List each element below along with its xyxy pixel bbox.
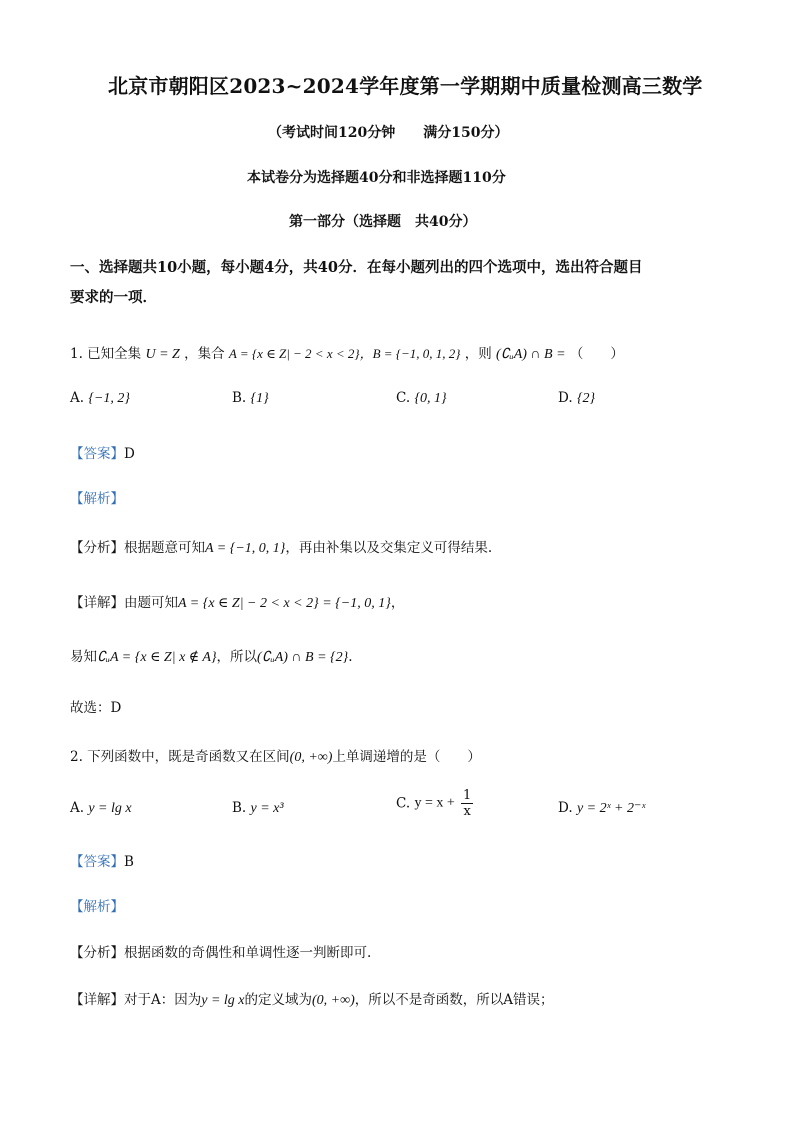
- fenxi-tag: 【分析】: [70, 540, 124, 556]
- detail-mid: 的定义域为: [244, 992, 313, 1008]
- detail-math-1: y = lg x: [201, 993, 245, 1008]
- page-title: 北京市朝阳区2023~2024学年度第一学期期中质量检测高三数学: [108, 74, 703, 98]
- option-text: {2}: [576, 391, 596, 406]
- fraction-numerator: 1: [463, 788, 472, 803]
- section-instruction-line1: 一、选择题共10小题，每小题4分，共40分．在每小题列出的四个选项中，选出符合题目: [70, 259, 643, 276]
- option-text: y = x +: [414, 795, 455, 811]
- q2-fenxi: [70, 941, 371, 961]
- q1-option-a: [70, 390, 130, 407]
- q1-easy: [70, 645, 353, 666]
- option-letter: D.: [558, 390, 573, 406]
- q1-option-c: [396, 390, 447, 407]
- option-text: {0, 1}: [414, 391, 447, 406]
- option-text: {1}: [250, 391, 269, 406]
- easy-math-1: ∁ᵤA = {x ∈ Z| x ∉ A}: [97, 650, 217, 665]
- option-letter: A.: [70, 390, 85, 406]
- q1-sets: A = {x ∈ Z| − 2 < x < 2}，B = {−1, 0, 1, 2}: [228, 346, 461, 361]
- option-text: y = lg x: [88, 801, 132, 816]
- detail-tag: 【详解】: [70, 595, 124, 611]
- q1-expr: (∁ᵤA) ∩ B =: [496, 347, 566, 362]
- detail-pre: 由题可知: [124, 595, 178, 611]
- option-letter: D.: [558, 800, 573, 816]
- q1-set-word: ，集合: [184, 346, 225, 362]
- detail-post: ，所以不是奇函数，所以A错误；: [354, 992, 554, 1008]
- q2-suffix: 上单调递增的是（ ）: [332, 749, 481, 765]
- easy-post: .: [348, 649, 353, 665]
- option-letter: B.: [232, 800, 247, 816]
- fenxi-post: ，再由补集以及交集定义可得结果.: [285, 540, 493, 556]
- detail-math-2: (0, +∞): [312, 993, 355, 1008]
- detail-tag: 【详解】: [70, 992, 124, 1008]
- easy-mid: ，所以: [216, 649, 258, 665]
- option-letter: C.: [396, 390, 411, 406]
- fenxi-math: A = {−1, 0, 1}: [205, 541, 286, 556]
- q2-option-d: [558, 800, 645, 817]
- fraction-denominator: x: [463, 804, 471, 819]
- q1-fenxi: [70, 536, 492, 557]
- answer-value: D: [124, 446, 135, 462]
- part-one-heading: 第一部分（选择题 共40分）: [289, 214, 477, 230]
- option-text: y = 2ˣ + 2⁻ˣ: [576, 801, 646, 816]
- exam-info: （考试时间120分钟 满分150分）: [268, 125, 509, 141]
- q2-option-b: [232, 800, 284, 817]
- detail-post: ，: [390, 595, 405, 611]
- q1-answer: [70, 442, 135, 462]
- q2-analysis-tag: 【解析】: [70, 899, 124, 915]
- q2-option-a: [70, 800, 132, 817]
- detail-math: A = {x ∈ Z| − 2 < x < 2} = {−1, 0, 1}: [178, 596, 391, 611]
- q2-interval: (0, +∞): [289, 750, 333, 765]
- score-split: 本试卷分为选择题40分和非选择题110分: [247, 170, 506, 186]
- q1-choose: 故选：D: [70, 700, 122, 716]
- q2-detail: [70, 988, 554, 1009]
- question-1-stem: [70, 342, 624, 363]
- q1-analysis-tag: 【解析】: [70, 491, 124, 507]
- option-letter: A.: [70, 800, 85, 816]
- detail-pre: 对于A：因为: [124, 992, 202, 1008]
- q2-prefix: 2. 下列函数中，既是奇函数又在区间: [70, 749, 290, 765]
- q1-blank: （ ）: [569, 346, 624, 362]
- q1-detail: [70, 591, 404, 612]
- fenxi-text: 根据函数的奇偶性和单调性逐一判断即可.: [124, 945, 372, 961]
- q1-option-d: [558, 390, 595, 407]
- q1-then-word: ，则: [464, 346, 492, 362]
- q1-prefix: 1. 已知全集: [70, 346, 142, 362]
- fraction: [461, 788, 473, 819]
- answer-tag: 【答案】: [70, 854, 124, 870]
- fenxi-pre: 根据题意可知: [124, 540, 205, 556]
- option-letter: C.: [396, 795, 411, 812]
- q1-option-b: [232, 390, 269, 407]
- option-text: y = x³: [250, 801, 284, 816]
- answer-value: B: [124, 854, 134, 870]
- easy-math-2: (∁ᵤA) ∩ B = {2}: [257, 650, 349, 665]
- section-instruction-line2: 要求的一项．: [70, 289, 157, 306]
- fenxi-tag: 【分析】: [70, 945, 124, 961]
- option-letter: B.: [232, 390, 247, 406]
- option-text: {−1, 2}: [88, 391, 130, 406]
- easy-pre: 易知: [70, 649, 97, 665]
- q2-answer: [70, 850, 134, 870]
- question-2-stem: [70, 745, 481, 766]
- answer-tag: 【答案】: [70, 446, 124, 462]
- q2-option-c: [396, 788, 473, 819]
- q1-universe: U = Z: [145, 347, 180, 362]
